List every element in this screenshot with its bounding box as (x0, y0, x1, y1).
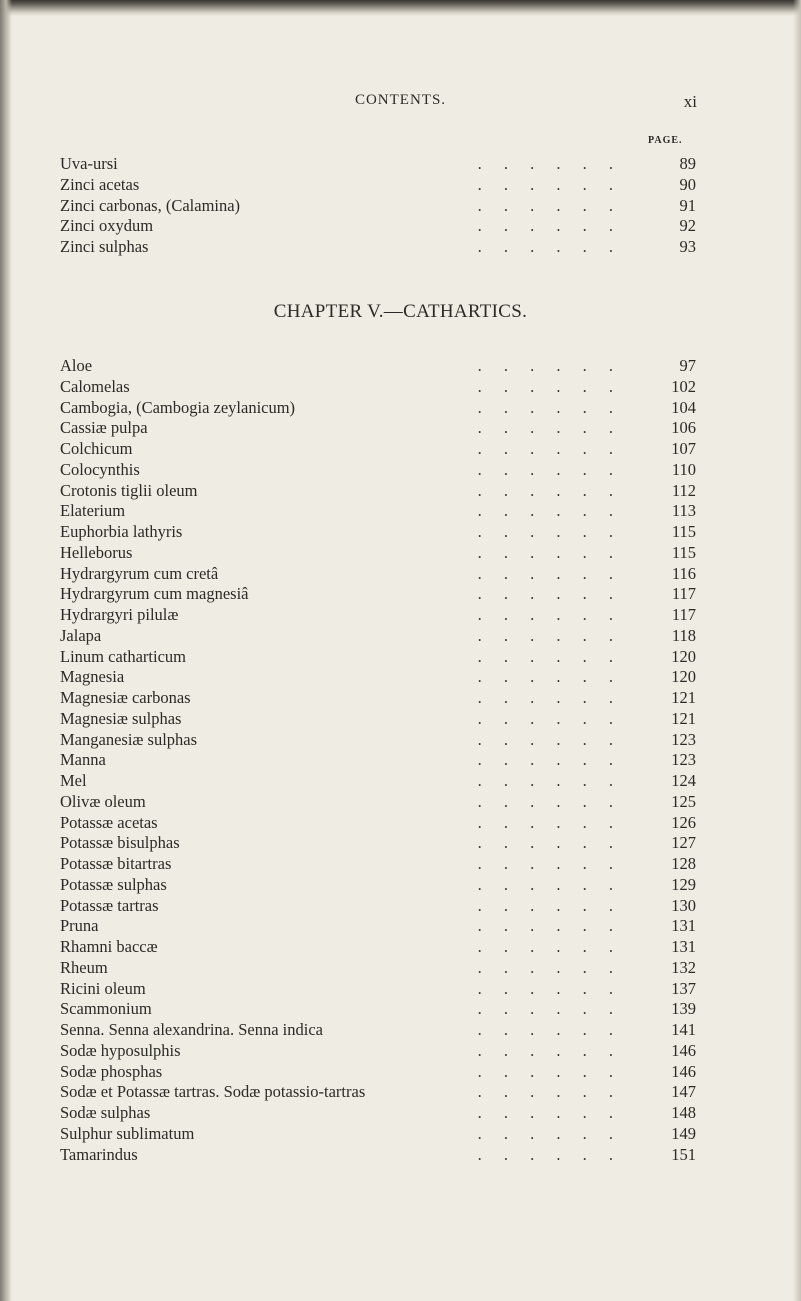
dot-leader: . . . . . . (477, 999, 622, 1019)
toc-entry (60, 709, 696, 730)
toc-entry-page: 127 (671, 833, 696, 853)
dot-leader: . . . . . . (477, 1061, 622, 1081)
toc-entry-page: 107 (671, 439, 696, 458)
toc-entry-title: Mel (60, 771, 87, 790)
dot-leader: . . . . . . (477, 216, 622, 236)
toc-entry (60, 481, 696, 502)
toc-entry (60, 377, 696, 398)
toc-entry (60, 1103, 696, 1124)
toc-entry (60, 216, 696, 237)
dot-leader: . . . . . . (477, 667, 622, 687)
dot-leader: . . . . . . (477, 522, 622, 541)
toc-entry-title: Aloe (60, 356, 93, 375)
toc-entry-page: 137 (671, 978, 696, 998)
dot-leader: . . . . . . (477, 397, 622, 417)
toc-entry-title: Zinci carbonas, (Calamina) (60, 195, 241, 215)
toc-entry (60, 771, 696, 792)
dot-leader: . . . . . . (477, 688, 622, 707)
toc-entry-title: Zinci oxydum (60, 216, 154, 236)
toc-entry-title: Hydrargyri pilulæ (60, 605, 179, 624)
toc-entry (60, 999, 696, 1020)
toc-entry-page: 123 (671, 729, 696, 749)
toc-entry-page: 126 (671, 812, 696, 832)
toc-entry-title: Ricini oleum (60, 978, 146, 998)
dot-leader: . . . . . . (477, 174, 622, 194)
toc-entry (60, 418, 696, 439)
dot-leader: . . . . . . (477, 542, 622, 562)
dot-leader: . . . . . . (477, 833, 622, 853)
toc-entry (60, 1145, 696, 1166)
toc-entry-title: Euphorbia lathyris (60, 522, 183, 541)
toc-entry-page: 121 (671, 708, 696, 728)
toc-entry-page: 92 (679, 216, 696, 236)
dot-leader: . . . . . . (477, 1123, 622, 1143)
toc-entry-title: Elaterium (60, 501, 126, 521)
toc-entry-page: 104 (671, 397, 696, 417)
toc-entry (60, 916, 696, 937)
toc-entry-title: Jalapa (60, 625, 102, 645)
dot-leader: . . . . . . (477, 376, 622, 396)
toc-entry (60, 896, 696, 917)
toc-entry-title: Uva-ursi (60, 154, 118, 173)
toc-list-continued (60, 154, 696, 258)
toc-entry (60, 460, 696, 481)
toc-entry-page: 91 (679, 195, 696, 215)
toc-entry (60, 1020, 696, 1041)
dot-leader: . . . . . . (477, 154, 622, 173)
dot-leader: . . . . . . (477, 854, 622, 873)
toc-entry-title: Rhamni baccæ (60, 937, 158, 956)
toc-entry-page: 128 (671, 854, 696, 873)
toc-entry-title: Manna (60, 750, 106, 770)
toc-entry-page: 132 (671, 957, 696, 977)
toc-entry (60, 522, 696, 543)
dot-leader: . . . . . . (477, 937, 622, 956)
toc-entry-page: 112 (671, 480, 696, 500)
toc-entry-title: Manganesiæ sulphas (60, 729, 198, 749)
toc-entry-page: 147 (671, 1082, 696, 1102)
dot-leader: . . . . . . (477, 895, 622, 915)
toc-entry-page: 148 (671, 1103, 696, 1122)
toc-entry (60, 730, 696, 751)
toc-entry-page: 118 (671, 625, 696, 645)
toc-entry-page: 110 (671, 459, 696, 479)
dot-leader: . . . . . . (477, 195, 622, 215)
toc-entry-page: 120 (671, 667, 696, 687)
toc-entry (60, 439, 696, 460)
dot-leader: . . . . . . (477, 916, 622, 936)
toc-entry-page: 146 (671, 1061, 696, 1081)
toc-entry-page: 131 (671, 916, 696, 936)
toc-entry-page: 93 (679, 237, 696, 256)
toc-entry-title: Potassæ sulphas (60, 874, 167, 894)
toc-entry-page: 115 (671, 522, 696, 541)
toc-entry (60, 175, 696, 196)
toc-entry (60, 1062, 696, 1083)
toc-entry (60, 667, 696, 688)
toc-entry (60, 543, 696, 564)
dot-leader: . . . . . . (477, 771, 622, 790)
dot-leader: . . . . . . (477, 874, 622, 894)
toc-entry (60, 813, 696, 834)
toc-entry-title: Hydrargyrum cum magnesiâ (60, 584, 249, 604)
toc-entry-page: 116 (671, 563, 696, 583)
dot-leader: . . . . . . (477, 563, 622, 583)
toc-entry-page: 141 (671, 1020, 696, 1039)
dot-leader: . . . . . . (477, 480, 622, 500)
toc-entry (60, 979, 696, 1000)
toc-entry-page: 124 (671, 771, 696, 790)
dot-leader: . . . . . . (477, 1040, 622, 1060)
toc-entry-page: 89 (679, 154, 696, 173)
toc-entry (60, 750, 696, 771)
toc-entry (60, 398, 696, 419)
toc-entry-title: Zinci acetas (60, 174, 140, 194)
dot-leader: . . . . . . (477, 957, 622, 977)
toc-entry-page: 149 (671, 1123, 696, 1143)
toc-entry-page: 123 (671, 750, 696, 770)
toc-entry (60, 1082, 696, 1103)
toc-list-chapter (60, 356, 696, 1165)
dot-leader: . . . . . . (477, 501, 622, 521)
page-edge-shadow-left (0, 0, 12, 1301)
toc-entry-title: Sodæ phosphas (60, 1061, 163, 1081)
toc-entry-page: 131 (671, 937, 696, 956)
toc-entry (60, 584, 696, 605)
dot-leader: . . . . . . (477, 646, 622, 666)
running-head (0, 92, 801, 114)
toc-entry-title: Colocynthis (60, 459, 140, 479)
toc-entry-title: Tamarindus (60, 1144, 138, 1164)
toc-entry-title: Scammonium (60, 999, 152, 1019)
toc-entry (60, 647, 696, 668)
dot-leader: . . . . . . (477, 791, 622, 811)
toc-entry (60, 688, 696, 709)
toc-entry-title: Helleborus (60, 542, 133, 562)
toc-entry (60, 356, 696, 377)
page-edge-shadow-right (793, 0, 801, 1301)
dot-leader: . . . . . . (477, 584, 622, 604)
dot-leader: . . . . . . (477, 237, 622, 256)
toc-entry-page: 146 (671, 1040, 696, 1060)
toc-entry-title: Magnesiæ carbonas (60, 688, 191, 707)
toc-entry-page: 120 (671, 646, 696, 666)
toc-entry-page: 115 (671, 542, 696, 562)
dot-leader: . . . . . . (477, 625, 622, 645)
toc-entry (60, 1124, 696, 1145)
toc-entry-title: Potassæ bisulphas (60, 833, 180, 853)
dot-leader: . . . . . . (477, 1144, 622, 1164)
toc-entry-page: 117 (671, 605, 696, 624)
toc-entry-title: Zinci sulphas (60, 237, 149, 256)
toc-entry (60, 875, 696, 896)
toc-entry-title: Pruna (60, 916, 99, 936)
dot-leader: . . . . . . (477, 978, 622, 998)
toc-entry-title: Olivæ oleum (60, 791, 146, 811)
page-title: CONTENTS. (354, 92, 447, 108)
toc-entry-page: 102 (671, 376, 696, 396)
dot-leader: . . . . . . (477, 1082, 622, 1102)
toc-entry (60, 1041, 696, 1062)
dot-leader: . . . . . . (477, 605, 622, 624)
toc-entry-title: Senna. Senna alexandrina. Senna indica (60, 1020, 323, 1039)
toc-entry-title: Potassæ tartras (60, 895, 159, 915)
toc-entry-page: 113 (671, 501, 696, 521)
toc-entry-title: Hydrargyrum cum cretâ (60, 563, 219, 583)
toc-entry-page: 117 (671, 584, 696, 604)
toc-entry-page: 139 (671, 999, 696, 1019)
toc-entry (60, 792, 696, 813)
toc-entry-page: 106 (671, 418, 696, 438)
toc-entry-title: Colchicum (60, 439, 133, 458)
toc-entry (60, 937, 696, 958)
toc-entry-page: 125 (671, 791, 696, 811)
toc-entry (60, 196, 696, 217)
page-edge-shadow-top (0, 0, 801, 16)
toc-entry (60, 154, 696, 175)
toc-entry (60, 626, 696, 647)
toc-entry-title: Potassæ bitartras (60, 854, 172, 873)
toc-entry-page: 90 (679, 174, 696, 194)
toc-entry-title: Sodæ sulphas (60, 1103, 151, 1122)
dot-leader: . . . . . . (477, 356, 622, 375)
toc-entry-title: Cambogia, (Cambogia zeylanicum) (60, 397, 296, 417)
toc-entry-title: Magnesia (60, 667, 125, 687)
chapter-heading: CHAPTER V.—CATHARTICS. (273, 301, 528, 322)
dot-leader: . . . . . . (477, 418, 622, 438)
toc-entry-page: 121 (671, 688, 696, 707)
toc-entry-page: 130 (671, 895, 696, 915)
page-number: xi (683, 92, 697, 111)
toc-entry-title: Magnesiæ sulphas (60, 708, 182, 728)
toc-entry (60, 237, 696, 258)
dot-leader: . . . . . . (477, 459, 622, 479)
toc-entry-title: Sodæ et Potassæ tartras. Sodæ potassio-tartras (60, 1082, 366, 1102)
dot-leader: . . . . . . (477, 812, 622, 832)
toc-entry-page: 151 (671, 1144, 696, 1164)
toc-entry-title: Sodæ hyposulphis (60, 1040, 181, 1060)
dot-leader: . . . . . . (477, 708, 622, 728)
toc-entry-title: Calomelas (60, 376, 130, 396)
toc-entry-title: Rheum (60, 957, 108, 977)
toc-entry-title: Linum catharticum (60, 646, 186, 666)
toc-entry (60, 501, 696, 522)
toc-entry (60, 833, 696, 854)
toc-entry-title: Potassæ acetas (60, 812, 158, 832)
toc-entry (60, 854, 696, 875)
dot-leader: . . . . . . (477, 439, 622, 458)
toc-entry (60, 564, 696, 585)
toc-entry-title: Sulphur sublimatum (60, 1123, 195, 1143)
toc-entry-title: Crotonis tiglii oleum (60, 480, 198, 500)
toc-entry-title: Cassiæ pulpa (60, 418, 148, 438)
toc-entry-page: 97 (679, 356, 696, 375)
dot-leader: . . . . . . (477, 750, 622, 770)
dot-leader: . . . . . . (477, 1020, 622, 1039)
dot-leader: . . . . . . (477, 729, 622, 749)
toc-entry (60, 605, 696, 626)
page-column-label: PAGE. (648, 135, 683, 146)
toc-entry (60, 958, 696, 979)
dot-leader: . . . . . . (477, 1103, 622, 1122)
toc-entry-page: 129 (671, 874, 696, 894)
